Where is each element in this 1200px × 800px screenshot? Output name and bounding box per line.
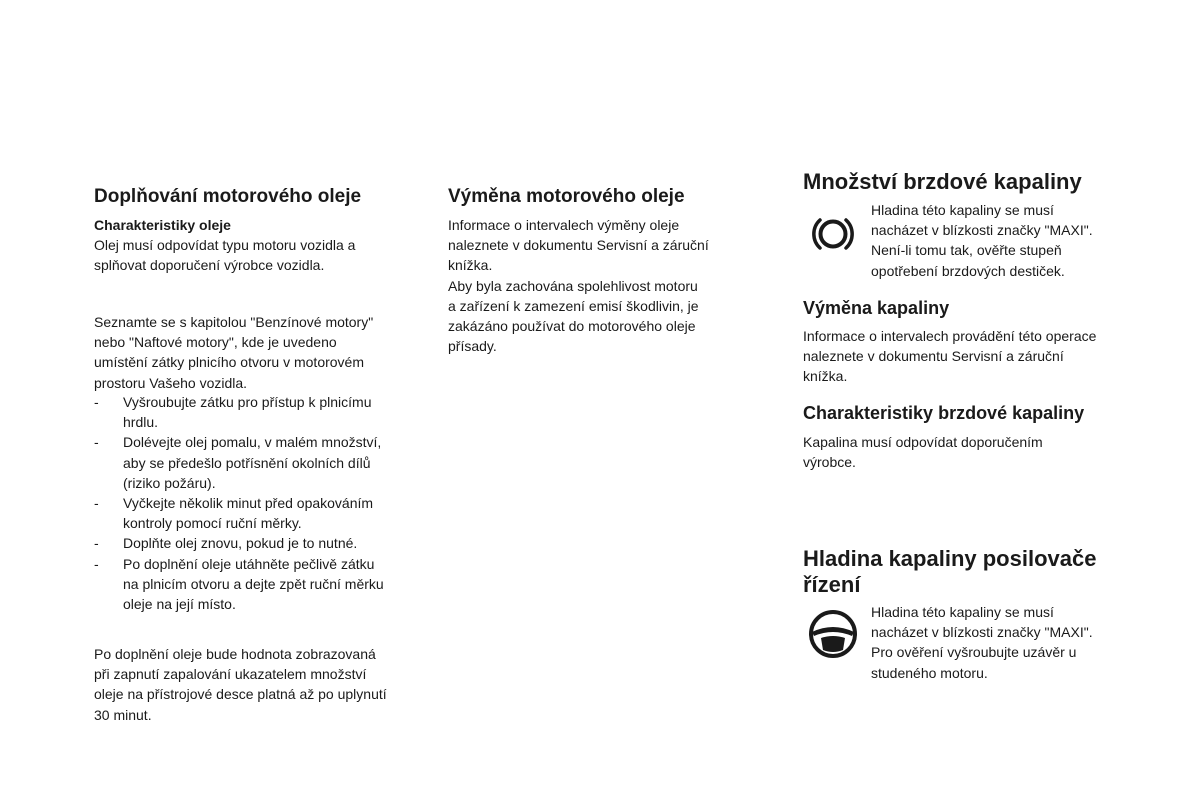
oil-steps-list	[94, 392, 424, 614]
oil-intro-text: Olej musí odpovídat typu motoru vozidla a splňovat doporučení výrobce vozidla.	[94, 237, 356, 274]
subheading-oil-characteristics: Charakteristiky oleje	[94, 217, 231, 233]
list-item: - Po doplnění oleje utáhněte pečlivě zátku na plnicím otvoru a dejte zpět ruční měrku oleje na její místo.	[94, 554, 424, 615]
heading-power-steering-fluid: Hladina kapaliny posilovače řízení	[803, 546, 1097, 597]
heading-oil-topup: Doplňování motorového oleje	[94, 186, 362, 207]
list-item: - Dolévejte olej pomalu, v malém množství, aby se předešlo potřísnění okolních dílů (riziko požáru).	[94, 432, 424, 493]
heading-oil-change: Výměna motorového oleje	[448, 186, 685, 207]
power-steering-text: Hladina této kapaliny se musí nacházet v blízkosti značky "MAXI". Pro ověření vyšroubujte uzávěr u studeného motoru.	[871, 604, 1093, 681]
list-item: - Doplňte olej znovu, pokud je to nutné.	[94, 533, 424, 553]
fluid-change-text: Informace o intervalech provádění této operace naleznete v dokumentu Servisní a záruční knížka.	[803, 328, 1097, 385]
heading-fluid-change: Výměna kapaliny	[803, 298, 950, 318]
brake-fluid-spec-text: Kapalina musí odpovídat doporučením výrobce.	[803, 434, 1043, 471]
power-steering-block	[803, 602, 1143, 684]
brake-fluid-block	[803, 200, 1143, 282]
heading-brake-fluid-level: Množství brzdové kapaliny	[803, 169, 1082, 194]
brake-warning-icon	[807, 208, 859, 260]
list-item: - Vyčkejte několik minut před opakováním kontroly pomocí ruční měrky.	[94, 493, 424, 533]
oil-closing-note: Po doplnění oleje bude hodnota zobrazovaná při zapnutí zapalování ukazatelem množství oleje na přístrojové desce platná až po uplynutí 30 minut.	[94, 646, 387, 723]
heading-brake-fluid-spec: Charakteristiky brzdové kapaliny	[803, 403, 1085, 423]
list-item: - Vyšroubujte zátku pro přístup k plnicímu hrdlu.	[94, 392, 424, 432]
steering-wheel-icon	[807, 608, 859, 660]
oil-change-text: Informace o intervalech výměny oleje naleznete v dokumentu Servisní a záruční knížka. Aby byla zachována spolehlivost motoru a zařízení k zamezení emisí škodlivin, je zakázáno používat do motorového oleje přísady.	[448, 217, 709, 355]
brake-fluid-text: Hladina této kapaliny se musí nacházet v blízkosti značky "MAXI". Není-li tomu tak, ověřte stupeň opotřebení brzdových destiček.	[871, 202, 1093, 279]
oil-location-text: Seznamte se s kapitolou "Benzínové motory" nebo "Naftové motory", kde je uvedeno umístění zátky plnicího otvoru v motorovém prostoru Vašeho vozidla.	[94, 314, 374, 391]
